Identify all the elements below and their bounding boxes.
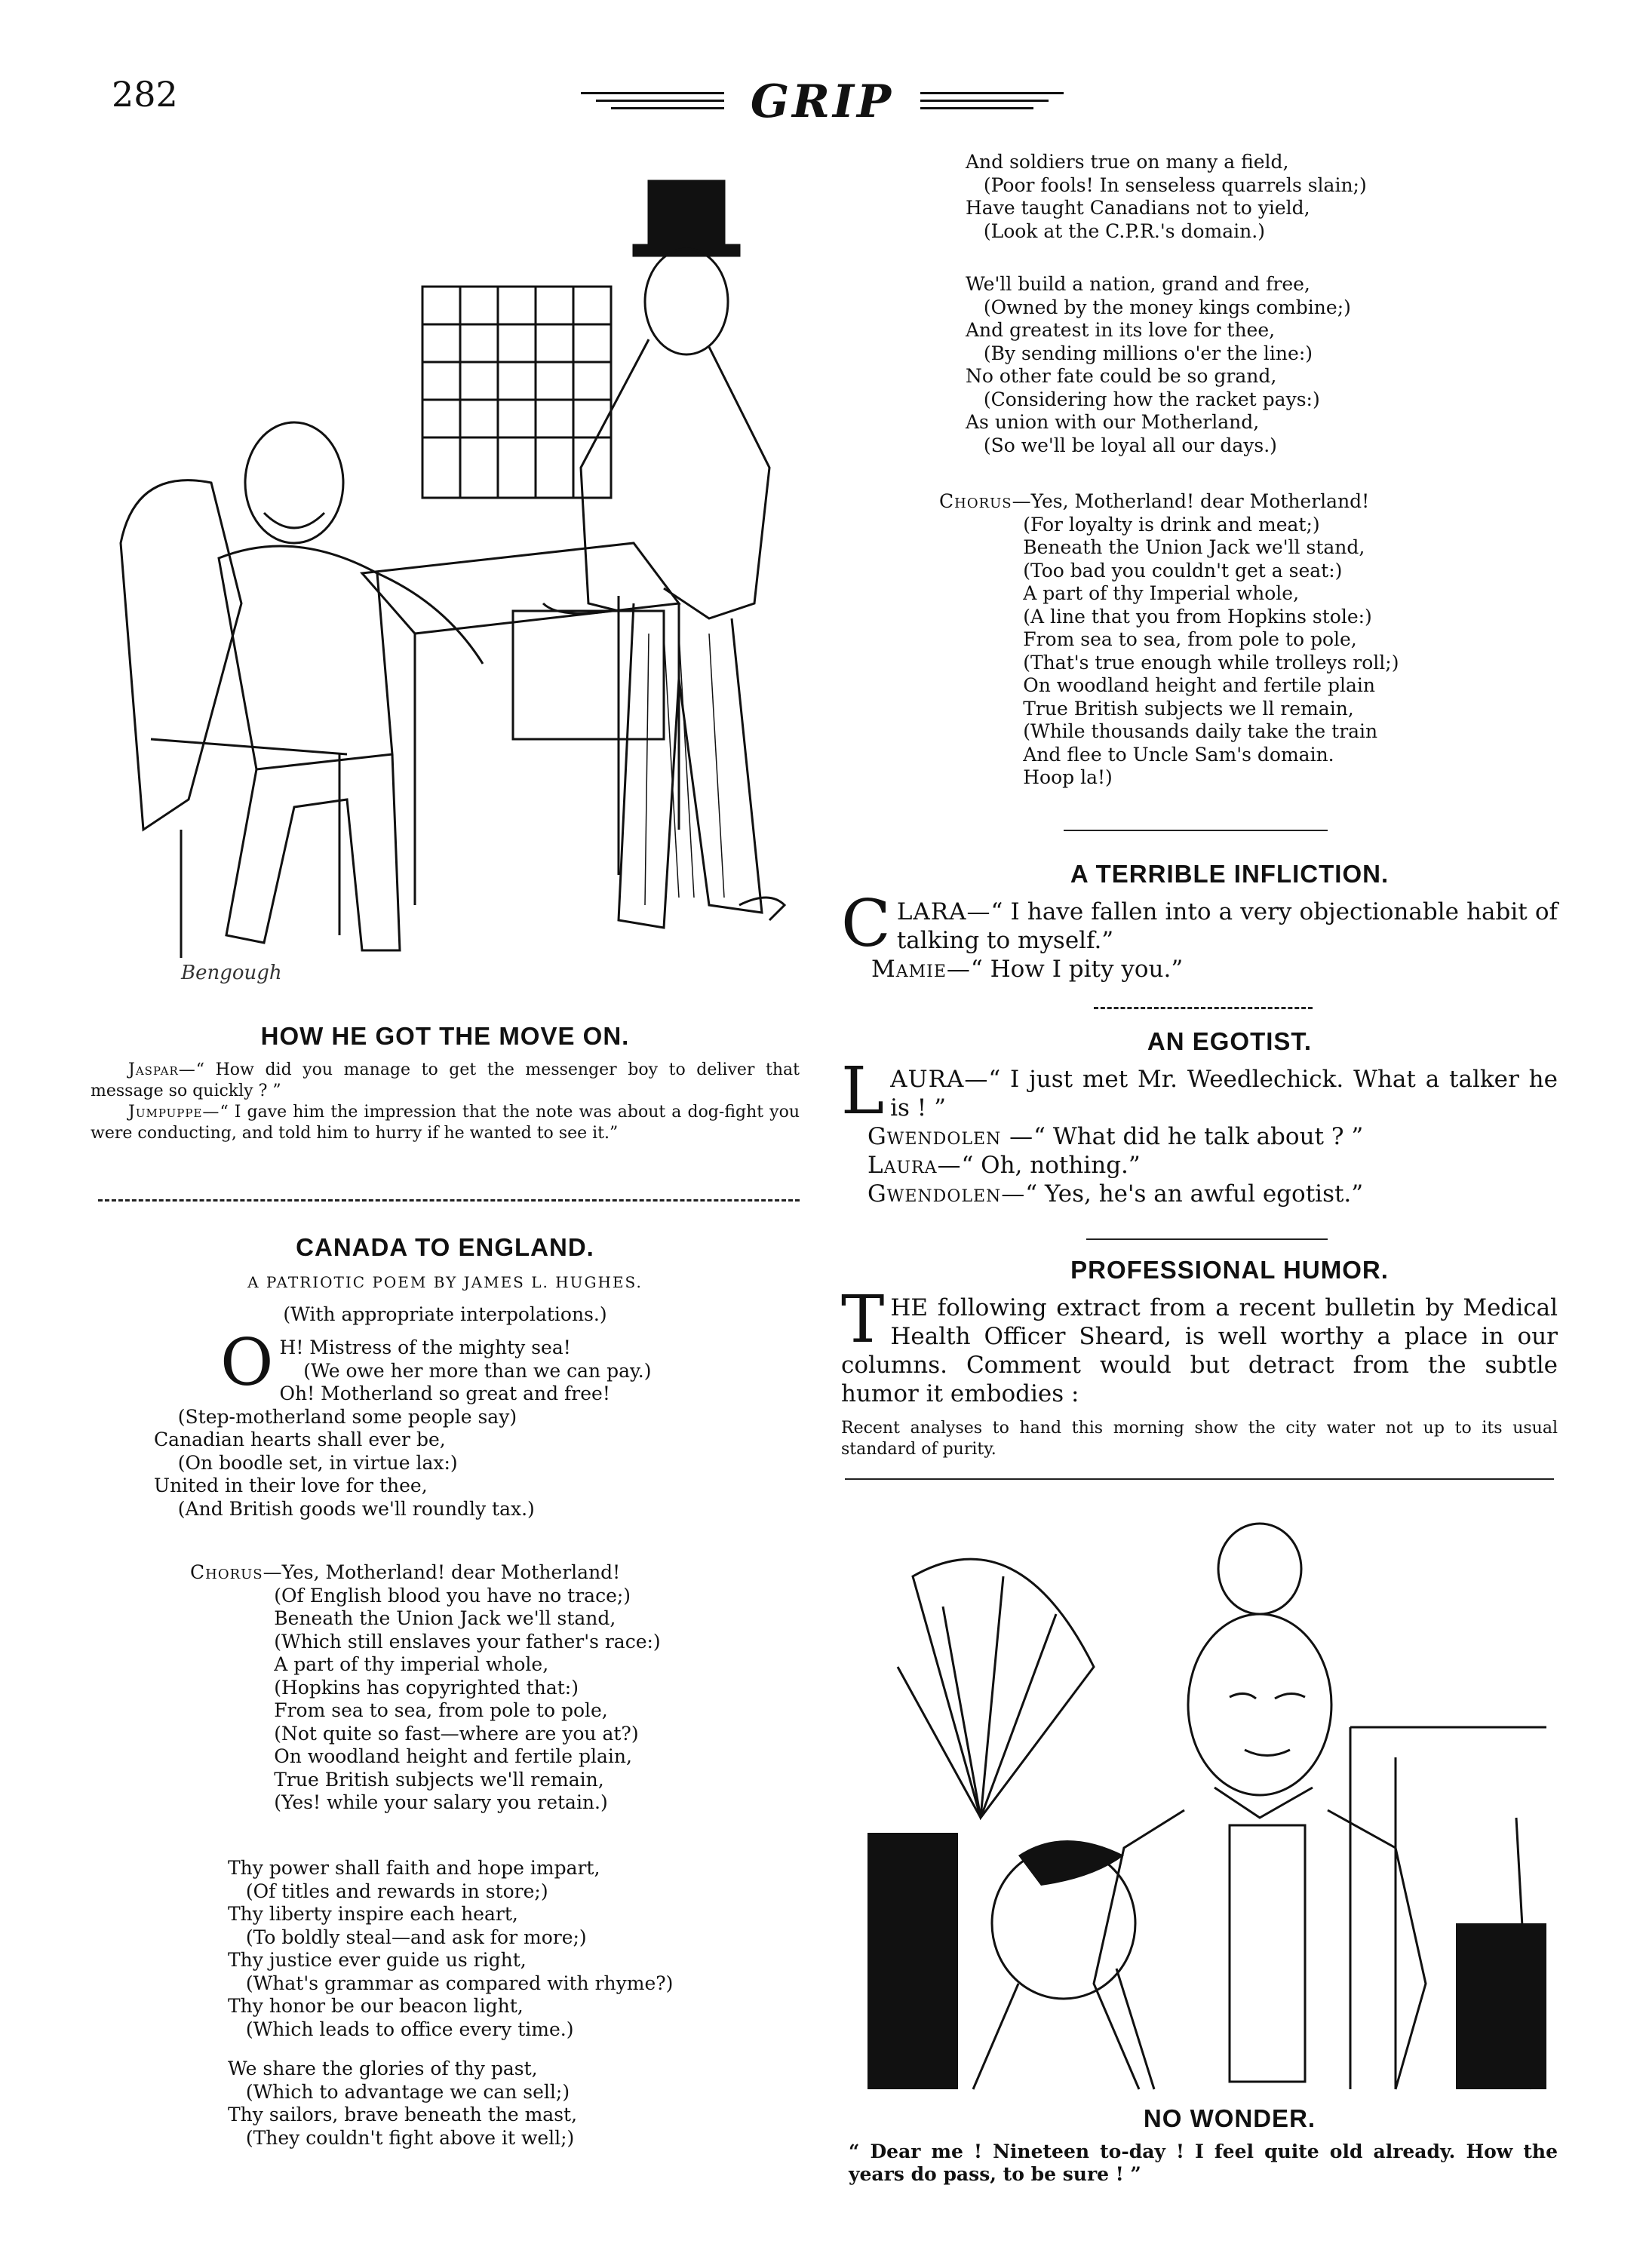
artist-signature-1: Bengough <box>181 962 282 984</box>
humor-body <box>841 1282 1558 1408</box>
masthead-rule-left-2 <box>596 100 724 102</box>
masthead-rule-right-3 <box>920 107 1033 109</box>
speaker-gwendolen: Gwendolen — <box>867 1123 1034 1150</box>
humor-quote: Recent analyses to hand this morning show the city water not up to its usual standard of purity. <box>841 1419 1558 1459</box>
chorus-label: Chorus <box>190 1561 263 1583</box>
infliction-dialogue <box>841 886 1558 984</box>
dropcap-l: L <box>841 1054 885 1129</box>
line-text: “ What did he talk about ? ” <box>1033 1123 1364 1150</box>
poem-chorus-1 <box>190 1561 809 1815</box>
dropcap-c: C <box>841 886 891 962</box>
dialogue-line-1 <box>841 886 1558 962</box>
speaker-gwendolen: Gwendolen— <box>867 1180 1026 1208</box>
speaker-mamie: Mamie— <box>871 956 971 983</box>
chorus-text: —Yes, Motherland! dear Motherland! (Of English blood you have no trace;) Beneath the Union Jack we'll stand, (Which still enslaves your father's race:) A part of thy imperial whole, (Hopkins has copyrighted that:) From sea to sea, from pole to pole, (Not quite so fast—where are you at?) On woodland height and fertile plain, True British subjects we'll remain, (Yes! while your salary you retain.) <box>263 1561 661 1813</box>
poem-stanza-1 <box>154 1325 794 1521</box>
section-divider <box>1064 830 1328 831</box>
cartoon2-caption: “ Dear me ! Nineteen to-day ! I feel quite old already. How the years do pass, to be sure ! ” <box>849 2141 1558 2185</box>
masthead-rule-left <box>581 92 724 94</box>
dialogue-line-3 <box>867 1151 1558 1180</box>
cartoon-illustration-two-women <box>867 1501 1561 2104</box>
speaker-jaspar: Jaspar— <box>128 1060 196 1079</box>
line-text: “ How did you manage to get the messenger boy to deliver that message so quickly ? ” <box>91 1060 800 1100</box>
cartoon1-title: HOW HE GOT THE MOVE ON. <box>260 1022 630 1050</box>
dropcap-t: T <box>841 1282 885 1358</box>
poem-stanza-3: We share the glories of thy past, (Which to advantage we can sell;) Thy sailors, brave beneath the mast, (They couldn't fight above it well;) <box>228 2058 578 2149</box>
masthead-title: GRIP <box>750 75 895 128</box>
poem-byline: A PATRIOTIC POEM BY JAMES L. HUGHES. <box>247 1273 643 1291</box>
line-text: “ I have fallen into a very objectionable habit of talking to myself.” <box>896 898 1558 954</box>
poem-stanza-5: We'll build a nation, grand and free, (Owned by the money kings combine;) And greatest in its love for thee, (By sending millions o'er the line:) No other fate could be so grand, (Considering how the racket pays:) As union with our Motherland, (So we'll be loyal all our days.) <box>966 273 1351 456</box>
stanza1-rest: (We owe her more than we can pay.) Oh! Motherland so great and free! (Step-motherland some people say) Canadian hearts shall ever be, (On boodle set, in virtue lax:) United in their love for thee, (And British goods we'll roundly tax.) <box>154 1359 652 1520</box>
page-number: 282 <box>112 74 178 115</box>
speaker-laura: AURA— <box>890 1066 989 1093</box>
masthead-rule-left-3 <box>611 107 724 109</box>
poem-subtitle: (With appropriate interpolations.) <box>283 1303 607 1325</box>
dialogue-line-1 <box>91 1060 800 1102</box>
infliction-title: A TERRIBLE INFLICTION. <box>1070 860 1390 888</box>
cartoon2-title: NO WONDER. <box>1143 2104 1316 2132</box>
speaker-laura: Laura— <box>867 1152 962 1179</box>
chorus-label: Chorus <box>939 490 1012 512</box>
egotist-dialogue <box>841 1054 1558 1208</box>
dialogue-line-2 <box>91 1102 800 1144</box>
dialogue-line-2 <box>871 955 1558 984</box>
cartoon1-dialogue <box>91 1060 800 1144</box>
masthead <box>581 75 1064 128</box>
dropcap-o: O <box>220 1325 274 1401</box>
masthead-rule-right <box>920 92 1064 94</box>
section-divider <box>1086 1238 1328 1240</box>
line-text: “ Yes, he's an awful egotist.” <box>1025 1180 1364 1208</box>
line-text: “ Oh, nothing.” <box>961 1152 1141 1179</box>
chorus-text: —Yes, Motherland! dear Motherland! (For loyalty is drink and meat;) Beneath the Union Jack we'll stand, (Too bad you couldn't get a seat:) A part of thy Imperial whole, (A line that you from Hopkins stole:) From sea to sea, from pole to pole, (That's true enough while trolleys roll;) On woodland height and fertile plain True British subjects we ll remain, (While thousands daily take the train And flee to Uncle Sam's domain. Hoop la!) <box>1012 490 1399 788</box>
dialogue-line-2 <box>867 1122 1558 1151</box>
section-divider <box>98 1199 800 1202</box>
line-text: “ How I pity you.” <box>970 956 1184 983</box>
dialogue-line-4 <box>867 1180 1558 1208</box>
humor-body-text: HE following extract from a recent bulletin by Medical Health Officer Sheard, is well worthy a place in our columns. Comment would but detract from the subtle humor it embodies : <box>841 1294 1558 1407</box>
dialogue-line-1 <box>841 1054 1558 1129</box>
line-text: “ I gave him the impression that the note was about a dog-fight you were conducting, and told him to hurry if he wanted to see it.” <box>91 1103 800 1143</box>
poem-chorus-2 <box>939 490 1618 790</box>
egotist-title: AN EGOTIST. <box>1147 1027 1313 1055</box>
line-text: “ I just met Mr. Weedlechick. What a talker he is ! ” <box>890 1066 1558 1122</box>
stanza1-first-line: H! Mistress of the mighty sea! <box>279 1337 571 1358</box>
speaker-jumpuppe: Jumpuppe— <box>128 1103 220 1122</box>
poem-stanza-2: Thy power shall faith and hope impart, (Of titles and rewards in store;) Thy liberty inspire each heart, (To boldly steal—and ask for more;) Thy justice ever guide us right, (What's grammar as compared with rhyme?) Thy honor be our beacon light, (Which leads to office every time.) <box>228 1857 674 2040</box>
poem-title: CANADA TO ENGLAND. <box>296 1233 594 1261</box>
section-divider <box>845 1478 1554 1480</box>
section-divider <box>1094 1007 1313 1009</box>
masthead-rule-right-2 <box>920 100 1049 102</box>
humor-title: PROFESSIONAL HUMOR. <box>1070 1256 1389 1284</box>
speaker-clara: LARA— <box>896 898 991 925</box>
cartoon-illustration-two-men <box>91 151 800 1011</box>
poem-stanza-4: And soldiers true on many a field, (Poor fools! In senseless quarrels slain;) Have taught Canadians not to yield, (Look at the C.P.R.'s domain.) <box>966 151 1367 242</box>
